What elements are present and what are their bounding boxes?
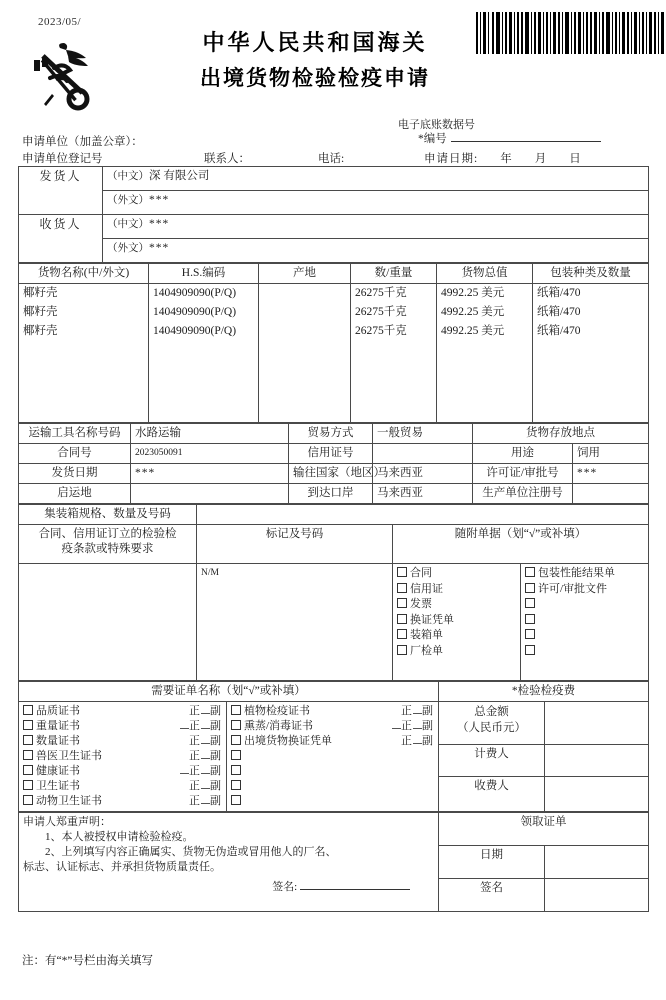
dest-country-label: 输往国家（地区） [289, 464, 373, 484]
container-spec-label: 集装箱规格、数量及号码 [19, 505, 197, 525]
attachments-label: 随附单据（划“√”或补填） [393, 525, 649, 564]
checkbox-icon[interactable] [231, 795, 241, 805]
departure-value[interactable] [131, 484, 289, 504]
goods-hs: 1404909090(P/Q) [149, 284, 259, 304]
table-row [19, 564, 649, 681]
cert-item[interactable] [23, 704, 222, 719]
vehicle-value[interactable]: 水路运输 [131, 424, 289, 444]
eledger-label: 电子底账数据号 [398, 119, 475, 131]
cert-label: 数量证书 [36, 735, 80, 747]
goods-table [18, 263, 649, 423]
goods-pack: 纸箱/470 [533, 322, 649, 423]
lc-label: 信用证号 [289, 444, 373, 464]
certificates-left-list [19, 702, 227, 812]
checkbox-row[interactable] [397, 628, 516, 644]
checkbox-row[interactable] [525, 582, 644, 598]
certificates-right-list [227, 702, 439, 812]
license-label: 许可证/审批号 [473, 464, 573, 484]
apply-date-field [424, 150, 582, 166]
goods-qty: 26275千克 [351, 322, 437, 423]
fu-label: 副 [210, 750, 222, 762]
cn-label: （中文） [107, 171, 149, 182]
contact-label: 联系人： [204, 153, 250, 165]
use-label: 用途 [473, 444, 573, 464]
goods-pack: 纸箱/470 [533, 284, 649, 304]
container-table [18, 504, 649, 681]
checkbox-icon[interactable] [23, 735, 33, 745]
fu-label: 副 [210, 765, 222, 777]
fee-title: *检验检疫费 [439, 682, 649, 702]
goods-hs: 1404909090(P/Q) [149, 322, 259, 423]
apply-date-label: 申请日期: [424, 153, 479, 165]
checkbox-icon[interactable] [231, 765, 241, 775]
receipt-sign-value[interactable] [545, 879, 649, 912]
declaration-item-2: 2、上列填写内容正确属实、货物无伪造或冒用他人的厂名、 [45, 846, 337, 858]
producer-reg-value[interactable] [573, 484, 649, 504]
tel-label: 电话: [318, 153, 345, 165]
fee-collector-value[interactable] [545, 776, 649, 811]
cert-label: 出境货物换证凭单 [244, 735, 332, 747]
checkbox-row[interactable] [397, 613, 516, 629]
cert-item[interactable] [231, 779, 434, 794]
checkbox-icon[interactable] [397, 598, 407, 608]
checkbox-label: 装箱单 [410, 629, 443, 641]
table-row [19, 525, 649, 564]
goods-col-origin: 产地 [259, 264, 351, 284]
checkbox-icon[interactable] [397, 614, 407, 624]
fee-total-line1: 总金额 [474, 706, 509, 718]
shipper-cn-value: 深 有限公司 [149, 170, 210, 182]
shipper-label: 发货人 [19, 167, 103, 215]
fee-total-label [439, 702, 545, 745]
departure-label: 启运地 [19, 484, 131, 504]
table-row [19, 702, 649, 745]
checkbox-row[interactable] [397, 582, 516, 598]
goods-origin [259, 284, 351, 304]
footer-note: 注：有“*”号栏由海关填写 [22, 955, 153, 967]
consignee-label: 收货人 [19, 215, 103, 263]
ship-date-label: 发货日期 [19, 464, 131, 484]
fu-label: 副 [422, 735, 434, 747]
checkbox-row[interactable] [397, 644, 516, 660]
form-header [0, 0, 666, 165]
checkbox-label: 包装性能结果单 [538, 567, 615, 579]
goods-hs: 1404909090(P/Q) [149, 303, 259, 322]
declaration-block [19, 813, 439, 912]
attachments-left-list [393, 564, 521, 681]
checkbox-label: 合同 [410, 567, 432, 579]
table-row [19, 682, 649, 702]
checkbox-row[interactable] [397, 566, 516, 582]
checkbox-icon[interactable] [231, 735, 241, 745]
checkbox-row[interactable] [525, 597, 644, 613]
form-body [18, 166, 648, 912]
goods-value: 4992.25 美元 [437, 322, 533, 423]
applicant-label: 申请单位（加盖公章）： [22, 136, 143, 148]
form-number-value[interactable] [451, 130, 601, 142]
checkbox-icon[interactable] [525, 598, 535, 608]
consignee-cn-cell[interactable] [103, 215, 649, 239]
checkbox-icon[interactable] [525, 629, 535, 639]
signature-label: 签名: [272, 881, 298, 893]
consignee-foreign-cell[interactable] [103, 239, 649, 263]
contract-value[interactable]: 2023050091 [131, 444, 289, 464]
table-row [19, 239, 649, 263]
checkbox-label: 换证凭单 [410, 613, 454, 626]
cert-label: 植物检疫证书 [244, 705, 310, 717]
license-value[interactable]: *** [573, 464, 649, 484]
storage-label: 货物存放地点 [473, 424, 649, 444]
receipt-title: 领取证单 [439, 813, 649, 846]
certificates-title: 需要证单名称（划“√”或补填） [19, 682, 439, 702]
date-stamp: 2023/05/ [38, 16, 82, 28]
cert-item[interactable] [23, 779, 222, 794]
zheng-label: 正 [401, 705, 413, 717]
marks-value[interactable]: N/M [197, 564, 393, 681]
declaration-item-3: 标志、认证标志、并承担货物质量责任。 [23, 861, 221, 873]
goods-qty: 26275千克 [351, 284, 437, 304]
fu-label: 副 [210, 780, 222, 792]
transport-table [18, 423, 649, 504]
checkbox-icon[interactable] [525, 567, 535, 577]
checkbox-icon[interactable] [397, 645, 407, 655]
month-label: 月 [534, 153, 548, 165]
fu-label: 副 [422, 705, 434, 717]
goods-col-name: 货物名称(中/外文) [19, 264, 149, 284]
foreign-label: （外文） [107, 195, 149, 206]
table-row[interactable] [19, 322, 649, 423]
goods-col-pack: 包装种类及数量 [533, 264, 649, 284]
cert-item[interactable] [231, 764, 434, 779]
cert-label: 健康证书 [36, 765, 80, 777]
table-row [19, 813, 649, 846]
checkbox-label: 厂检单 [410, 644, 443, 657]
shipper-foreign-cell[interactable] [103, 191, 649, 215]
cert-label: 品质证书 [36, 705, 80, 717]
ship-date-value[interactable]: *** [131, 464, 289, 484]
title-main: 中华人民共和国海关 [202, 30, 428, 55]
cert-item[interactable] [231, 734, 434, 749]
checkbox-icon[interactable] [231, 720, 241, 730]
checkbox-icon[interactable] [231, 705, 241, 715]
checkbox-icon[interactable] [397, 567, 407, 577]
page-title [150, 28, 480, 94]
checkbox-row[interactable] [525, 628, 644, 644]
checkbox-icon[interactable] [23, 780, 33, 790]
vehicle-label: 运输工具名称号码 [19, 424, 131, 444]
table-row [19, 191, 649, 215]
table-row [19, 167, 649, 191]
checkbox-icon[interactable] [231, 750, 241, 760]
year-label: 年 [500, 153, 513, 165]
arrival-port-value[interactable]: 马来西亚 [373, 484, 473, 504]
zheng-label: 正 [401, 720, 413, 732]
checkbox-row[interactable] [397, 597, 516, 613]
day-label: 日 [569, 153, 582, 165]
arrival-port-label: 到达口岸 [289, 484, 373, 504]
fee-total-value[interactable] [545, 702, 649, 745]
zheng-label: 正 [189, 765, 201, 777]
cert-item[interactable] [23, 764, 222, 779]
checkbox-row[interactable] [525, 613, 644, 629]
marks-label: 标记及号码 [197, 525, 393, 564]
trade-value[interactable]: 一般贸易 [373, 424, 473, 444]
checkbox-icon[interactable] [397, 629, 407, 639]
zheng-label: 正 [189, 720, 201, 732]
cert-label: 卫生证书 [36, 780, 80, 792]
table-row [19, 464, 649, 484]
goods-col-hs: H.S.编码 [149, 264, 259, 284]
cert-item[interactable] [231, 719, 434, 734]
fu-label: 副 [422, 720, 434, 732]
fee-charger-label: 计费人 [439, 745, 545, 776]
fee-collector-label: 收费人 [439, 776, 545, 811]
goods-col-value: 货物总值 [437, 264, 533, 284]
fee-total-line2: （人民币元） [457, 722, 526, 734]
goods-origin [259, 322, 351, 423]
goods-value: 4992.25 美元 [437, 284, 533, 304]
checkbox-icon[interactable] [23, 765, 33, 775]
fu-label: 副 [210, 720, 222, 732]
goods-qty: 26275千克 [351, 303, 437, 322]
cert-item[interactable] [23, 719, 222, 734]
declaration-title: 申请人郑重声明： [23, 816, 111, 828]
checkbox-icon[interactable] [23, 720, 33, 730]
table-row[interactable] [19, 303, 649, 322]
title-sub: 出境货物检验检疫申请 [200, 66, 430, 90]
clause-label: 合同、信用证订立的检验检疫条款或特殊要求 [19, 525, 197, 564]
goods-name: 椰籽壳 [19, 303, 149, 322]
goods-pack: 纸箱/470 [533, 303, 649, 322]
cert-label: 动物卫生证书 [36, 795, 102, 807]
consignee-foreign-value: *** [149, 242, 170, 254]
checkbox-icon[interactable] [23, 705, 33, 715]
signature-field[interactable] [23, 877, 434, 895]
shipper-foreign-value: *** [149, 194, 170, 206]
signature-line[interactable] [300, 877, 410, 890]
foreign-label: （外文） [107, 243, 149, 254]
checkbox-icon[interactable] [23, 750, 33, 760]
shipper-cn-cell[interactable] [103, 167, 649, 191]
container-spec-value[interactable] [197, 505, 649, 525]
zheng-label: 正 [189, 750, 201, 762]
checkbox-row[interactable] [525, 644, 644, 660]
checkbox-label: 信用证 [410, 582, 443, 595]
cert-label: 重量证书 [36, 720, 80, 732]
zheng-label: 正 [401, 735, 413, 747]
checkbox-row[interactable] [525, 566, 644, 582]
lc-value[interactable] [373, 444, 473, 464]
cert-label: 熏蒸/消毒证书 [244, 720, 314, 732]
checkbox-label: 许可/审批文件 [538, 582, 608, 595]
goods-col-qty: 数/重量 [351, 264, 437, 284]
goods-value: 4992.25 美元 [437, 303, 533, 322]
zheng-label: 正 [189, 795, 201, 807]
form-number-field [418, 130, 601, 146]
table-row[interactable] [19, 284, 649, 304]
dest-country-value[interactable]: 马来西亚 [373, 464, 473, 484]
table-row [19, 215, 649, 239]
cert-item[interactable] [231, 749, 434, 764]
contract-label: 合同号 [19, 444, 131, 464]
zheng-label: 正 [189, 735, 201, 747]
cert-item[interactable] [23, 794, 222, 809]
checkbox-icon[interactable] [525, 645, 535, 655]
goods-name: 椰籽壳 [19, 322, 149, 423]
clause-value[interactable] [19, 564, 197, 681]
applicant-reg-label: 申请单位登记号 [22, 153, 103, 165]
checkbox-icon[interactable] [397, 583, 407, 593]
cert-item[interactable] [231, 704, 434, 719]
fu-label: 副 [210, 735, 222, 747]
checkbox-icon[interactable] [525, 583, 535, 593]
fee-charger-value[interactable] [545, 745, 649, 776]
table-row [19, 505, 649, 525]
receipt-date-label: 日期 [439, 846, 545, 879]
china-customs-emblem-icon [26, 42, 100, 112]
goods-origin [259, 303, 351, 322]
fu-label: 副 [210, 795, 222, 807]
checkbox-icon[interactable] [525, 614, 535, 624]
goods-name: 椰籽壳 [19, 284, 149, 304]
use-value[interactable]: 饲用 [573, 444, 649, 464]
goods-header-row [19, 264, 649, 284]
receipt-sign-label: 签名 [439, 879, 545, 912]
checkbox-icon[interactable] [231, 780, 241, 790]
cn-label: （中文） [107, 219, 149, 230]
producer-reg-label: 生产单位注册号 [473, 484, 573, 504]
checkbox-icon[interactable] [23, 795, 33, 805]
attachments-right-list [521, 564, 649, 681]
cert-item[interactable] [23, 749, 222, 764]
table-row [19, 484, 649, 504]
cert-item[interactable] [23, 734, 222, 749]
trade-label: 贸易方式 [289, 424, 373, 444]
cert-item[interactable] [231, 794, 434, 809]
certificates-table [18, 681, 649, 812]
checkbox-label: 发票 [410, 598, 432, 610]
zheng-label: 正 [189, 705, 201, 717]
form-number-label: *编号 [418, 133, 447, 145]
table-row [19, 444, 649, 464]
parties-table [18, 166, 649, 263]
declaration-table [18, 812, 649, 912]
barcode [476, 12, 664, 54]
table-row [19, 424, 649, 444]
zheng-label: 正 [189, 780, 201, 792]
fu-label: 副 [210, 705, 222, 717]
receipt-date-value[interactable] [545, 846, 649, 879]
consignee-cn-value: *** [149, 218, 170, 230]
cert-label: 兽医卫生证书 [36, 750, 102, 762]
declaration-item-1: 1、本人被授权申请检验检疫。 [45, 831, 194, 843]
